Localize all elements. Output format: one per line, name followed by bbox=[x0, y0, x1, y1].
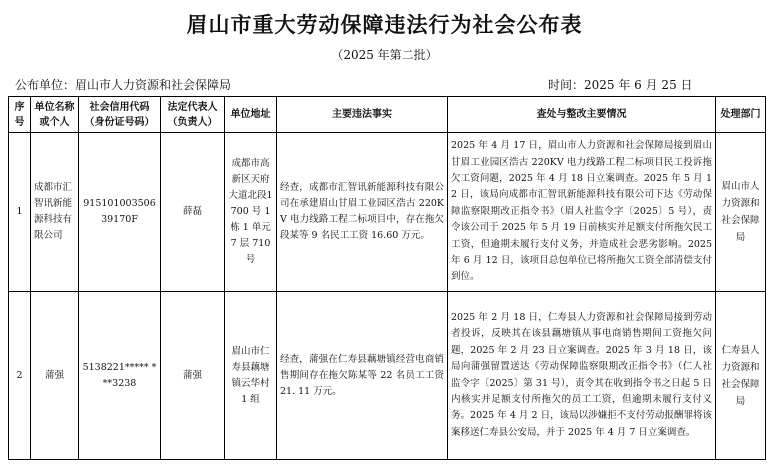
page-title: 眉山市重大劳动保障违法行为社会公布表 bbox=[186, 12, 583, 37]
table-row bbox=[9, 133, 766, 292]
cell-legal-rep: 薛磊 bbox=[161, 133, 225, 292]
header-entity: 单位名称或个人 bbox=[31, 97, 79, 133]
cell-entity: 蒲强 bbox=[31, 292, 79, 460]
cell-entity: 成都市汇智讯新能源科技有限公司 bbox=[31, 133, 79, 292]
publisher-line: 公布单位：眉山市人力资源和社会保障局 bbox=[15, 78, 232, 92]
header-credit-code: 社会信用代码（身份证号码） bbox=[79, 97, 161, 133]
cell-credit-code: 5138221***** ***3238 bbox=[79, 292, 161, 460]
table-header-row bbox=[9, 97, 766, 133]
cell-seq: 1 bbox=[9, 133, 31, 292]
header-findings: 查处与整改主要情况 bbox=[448, 97, 716, 133]
header-handler: 处理部门 bbox=[716, 97, 766, 133]
cell-credit-code: 915101003506 39170F bbox=[79, 133, 161, 292]
cell-facts: 经查，蒲强在仁寿县藕塘镇经营电商销售期间存在拖欠陈某等 22 名员工工资 21. 11 万元。 bbox=[277, 292, 448, 460]
publish-date: 时间：2025 年 6 月 25 日 bbox=[548, 78, 693, 92]
cell-handler: 眉山市人力资源和社会保障局 bbox=[716, 133, 766, 292]
header-legal-rep: 法定代表人（负责人） bbox=[161, 97, 225, 133]
violations-table bbox=[8, 96, 766, 460]
cell-findings: 2025 年 4 月 17 日，眉山市人力资源和社会保障局接到眉山甘眉工业园区浩古 220KV 电力线路工程二标项目民工投诉拖欠工资问题，2025 年 4 月 18 日立案调查。2025 年 5 月 12 日，该局向成都市汇智讯新能源科技有限公司下达《劳动保障监察限期改正指令书》（眉人社监令字〔2025〕5 号），责令该公司于 2025 年 5 月 19 日前核实并足额支付所拖欠民工工资，但逾期未履行支付义务，并造成社会恶劣影响。2025 年 6 月 12 日，该项目总包单位已将所拖欠工资全部清偿支付到位。 bbox=[448, 133, 716, 292]
cell-seq: 2 bbox=[9, 292, 31, 460]
cell-legal-rep: 蒲强 bbox=[161, 292, 225, 460]
cell-handler: 仁寿县人力资源和社会保障局 bbox=[716, 292, 766, 460]
table-row bbox=[9, 292, 766, 460]
cell-address: 成都市高新区天府大道北段1700 号 1 栋 1 单元 7 层 710 号 bbox=[225, 133, 277, 292]
header-address: 单位地址 bbox=[225, 97, 277, 133]
batch-subtitle: （2025 年第二批） bbox=[331, 48, 438, 62]
header-facts: 主要违法事实 bbox=[277, 97, 448, 133]
cell-findings: 2025 年 2 月 18 日，仁寿县人力资源和社会保障局接到劳动者投诉，反映其在该县藕塘镇从事电商销售期间工资拖欠问题，2025 年 2 月 23 日立案调查。2025 年 3 月 18 日，该局向蒲强留置送达《劳动保障监察限期改正指令书》（仁人社监令字〔2025〕第 31 号），责令其在收到指令书之日起 5 日内核实并足额支付所拖欠的员工工资，但逾期未履行支付义务。2025 年 4 月 2 日，该局以涉嫌拒不支付劳动报酬罪将该案移送仁寿县公安局，并于 2025 年 4 月 7 日立案调查。 bbox=[448, 292, 716, 460]
cell-facts: 经查，成都市汇智讯新能源科技有限公司在承建眉山甘眉工业园区浩古 220KV 电力线路工程二标项目中，存在拖欠段某等 9 名民工工资 16.60 万元。 bbox=[277, 133, 448, 292]
header-seq: 序号 bbox=[9, 97, 31, 133]
cell-address: 眉山市仁寿县藕塘镇云华村 1 组 bbox=[225, 292, 277, 460]
